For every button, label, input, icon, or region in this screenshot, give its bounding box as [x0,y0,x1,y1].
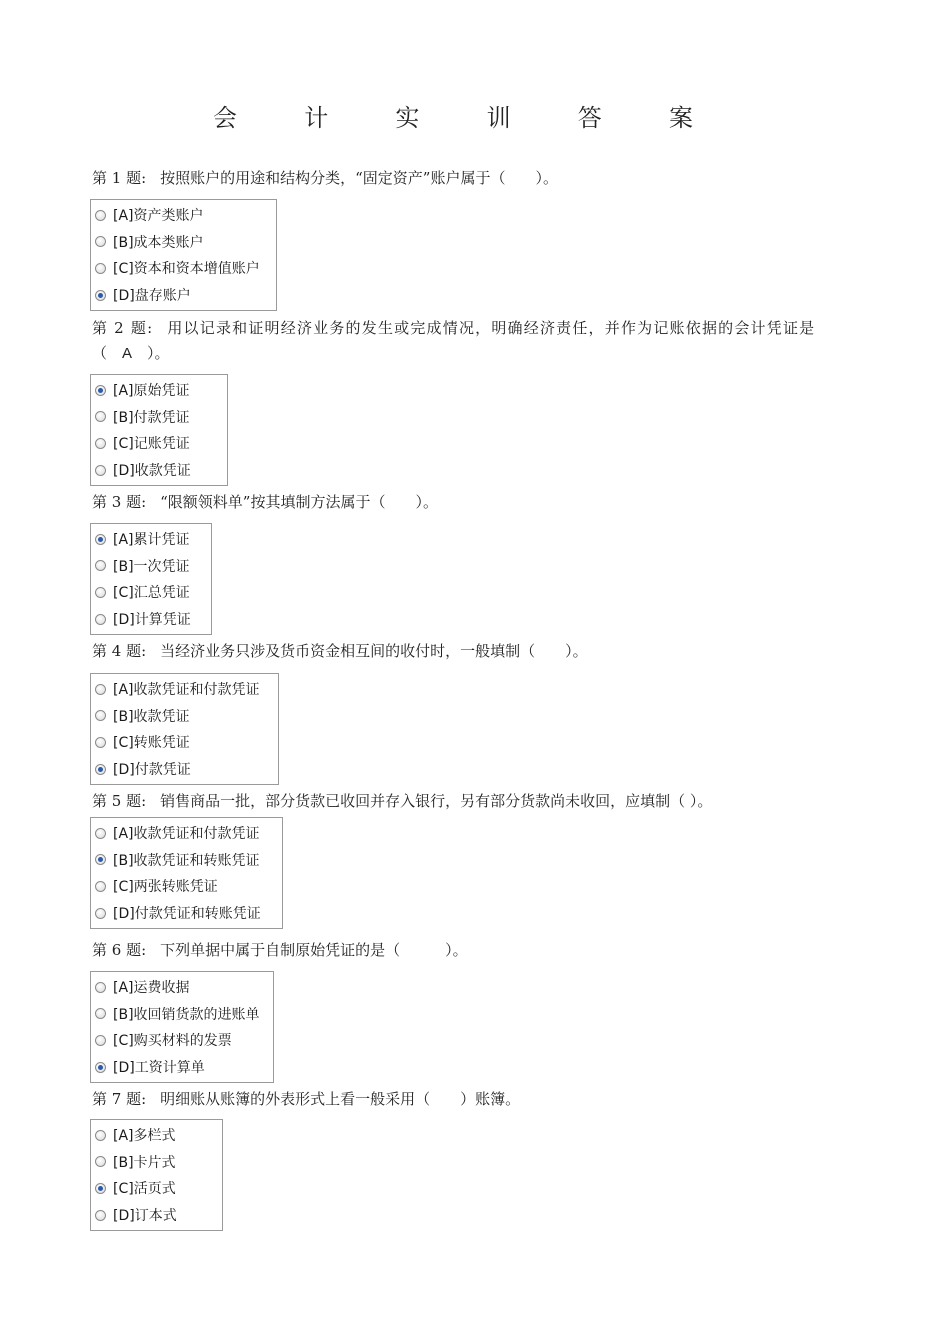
radio-selected-icon[interactable] [95,290,106,301]
question-number: 第 1 题: [92,169,147,187]
option-1d[interactable] [95,282,268,309]
option-5d[interactable] [95,900,274,927]
option-label: [C]资本和资本增值账户 [113,261,260,278]
option-group-5 [90,817,283,929]
option-1c[interactable] [95,255,268,282]
question-number: 第 2 题: [92,319,154,337]
option-group-7 [90,1119,223,1231]
option-label: [A]收款凭证和付款凭证 [113,682,260,699]
answer-text: A [122,345,133,362]
option-5c[interactable] [95,873,274,900]
question-number: 第 4 题: [92,642,147,660]
option-label: [A]资产类账户 [113,208,204,225]
radio-icon[interactable] [95,236,106,247]
option-label: [B]收款凭证和转账凭证 [113,852,260,869]
question-number: 第 6 题: [92,941,147,959]
radio-icon[interactable] [95,908,106,919]
title-char: 答 [577,104,602,132]
option-2c[interactable] [95,430,219,457]
option-label: [C]两张转账凭证 [113,879,218,896]
radio-icon[interactable] [95,1035,106,1046]
option-4c[interactable] [95,729,270,756]
option-6d[interactable] [95,1054,265,1081]
option-4d[interactable] [95,756,270,783]
option-label: [D]盘存账户 [113,288,191,305]
option-label: [C]活页式 [113,1181,176,1198]
option-label: [D]收款凭证 [113,463,191,480]
question-4 [92,639,872,663]
option-label: [D]工资计算单 [113,1060,205,1077]
radio-icon[interactable] [95,1008,106,1019]
title-char: 会 [213,104,237,132]
option-label: [A]原始凭证 [113,383,190,400]
radio-icon[interactable] [95,828,106,839]
option-label: [A]收款凭证和付款凭证 [113,826,260,843]
question-6 [92,938,872,962]
paren-open: （ [92,344,123,362]
option-4a[interactable] [95,676,270,703]
option-6c[interactable] [95,1027,265,1054]
radio-icon[interactable] [95,587,106,598]
question-text: 明细账从账簿的外表形式上看一般采用（ ）账簿。 [160,1090,521,1108]
option-1b[interactable] [95,229,268,256]
option-6a[interactable] [95,974,265,1001]
option-7b[interactable] [95,1149,214,1176]
option-label: [D]付款凭证和转账凭证 [113,906,261,923]
question-number: 第 7 题: [92,1090,147,1108]
option-label: [B]收回销货款的进账单 [113,1006,260,1023]
radio-selected-icon[interactable] [95,1062,106,1073]
option-2b[interactable] [95,404,219,431]
option-5a[interactable] [95,820,274,847]
question-text: 当经济业务只涉及货币资金相互间的收付时，一般填制（ ）。 [160,642,588,660]
radio-icon[interactable] [95,614,106,625]
option-label: [A]累计凭证 [113,532,190,549]
radio-icon[interactable] [95,710,106,721]
option-label: [A]多栏式 [113,1128,176,1145]
option-label: [C]转账凭证 [113,735,190,752]
radio-icon[interactable] [95,1130,106,1141]
option-label: [D]订本式 [113,1208,177,1225]
option-label: [B]卡片式 [113,1154,176,1171]
option-label: [D]计算凭证 [113,612,191,629]
radio-selected-icon[interactable] [95,385,106,396]
question-text: “限额领料单”按其填制方法属于（ ）。 [160,493,438,511]
option-label: [C]购买材料的发票 [113,1033,232,1050]
radio-icon[interactable] [95,737,106,748]
radio-icon[interactable] [95,881,106,892]
question-text: 销售商品一批，部分货款已收回并存入银行，另有部分货款尚未收回，应填制（ ）。 [160,792,713,810]
radio-icon[interactable] [95,438,106,449]
radio-selected-icon[interactable] [95,764,106,775]
option-label: [C]记账凭证 [113,436,190,453]
option-3a[interactable] [95,526,203,553]
radio-icon[interactable] [95,465,106,476]
title-char: 训 [486,104,511,132]
question-2 [92,316,872,340]
title-char: 案 [668,104,693,132]
option-3c[interactable] [95,579,203,606]
radio-icon[interactable] [95,982,106,993]
option-label: [A]运费收据 [113,980,190,997]
question-7 [92,1087,872,1111]
option-group-1 [90,199,277,311]
option-label: [B]一次凭证 [113,558,190,575]
question-2-line2 [92,341,872,366]
option-3b[interactable] [95,553,203,580]
option-group-4 [90,673,279,785]
option-6b[interactable] [95,1001,265,1028]
option-label: [B]收款凭证 [113,708,190,725]
option-group-3 [90,523,212,635]
option-4b[interactable] [95,703,270,730]
option-label: [D]付款凭证 [113,762,191,779]
radio-icon[interactable] [95,1156,106,1167]
option-label: [B]成本类账户 [113,234,204,251]
question-5 [92,789,872,813]
option-1a[interactable] [95,202,268,229]
title-char: 计 [304,104,329,132]
question-text: 下列单据中属于自制原始凭证的是（ ）。 [160,941,468,959]
question-number: 第 3 题: [92,493,147,511]
question-1 [92,166,872,190]
option-group-6 [90,971,274,1083]
option-3d[interactable] [95,606,203,633]
radio-selected-icon[interactable] [95,534,106,545]
title-char: 实 [395,104,420,132]
option-7d[interactable] [95,1202,214,1229]
radio-selected-icon[interactable] [95,1183,106,1194]
radio-icon[interactable] [95,263,106,274]
radio-icon[interactable] [95,684,106,695]
option-2d[interactable] [95,457,219,484]
paren-close: ）。 [132,344,170,362]
radio-icon[interactable] [95,560,106,571]
option-label: [C]汇总凭证 [113,585,190,602]
radio-icon[interactable] [95,210,106,221]
option-group-2 [90,374,228,486]
option-label: [B]付款凭证 [113,409,190,426]
question-text: 按照账户的用途和结构分类，“固定资产”账户属于（ ）。 [160,169,558,187]
option-5b[interactable] [95,847,274,874]
page-title [213,98,693,133]
question-3 [92,490,872,514]
option-7a[interactable] [95,1122,214,1149]
option-2a[interactable] [95,377,219,404]
radio-icon[interactable] [95,1210,106,1221]
question-text: 用以记录和证明经济业务的发生或完成情况，明确经济责任，并作为记账依据的会计凭证是 [167,319,816,337]
option-7c[interactable] [95,1175,214,1202]
radio-selected-icon[interactable] [95,854,106,865]
radio-icon[interactable] [95,411,106,422]
question-number: 第 5 题: [92,792,147,810]
